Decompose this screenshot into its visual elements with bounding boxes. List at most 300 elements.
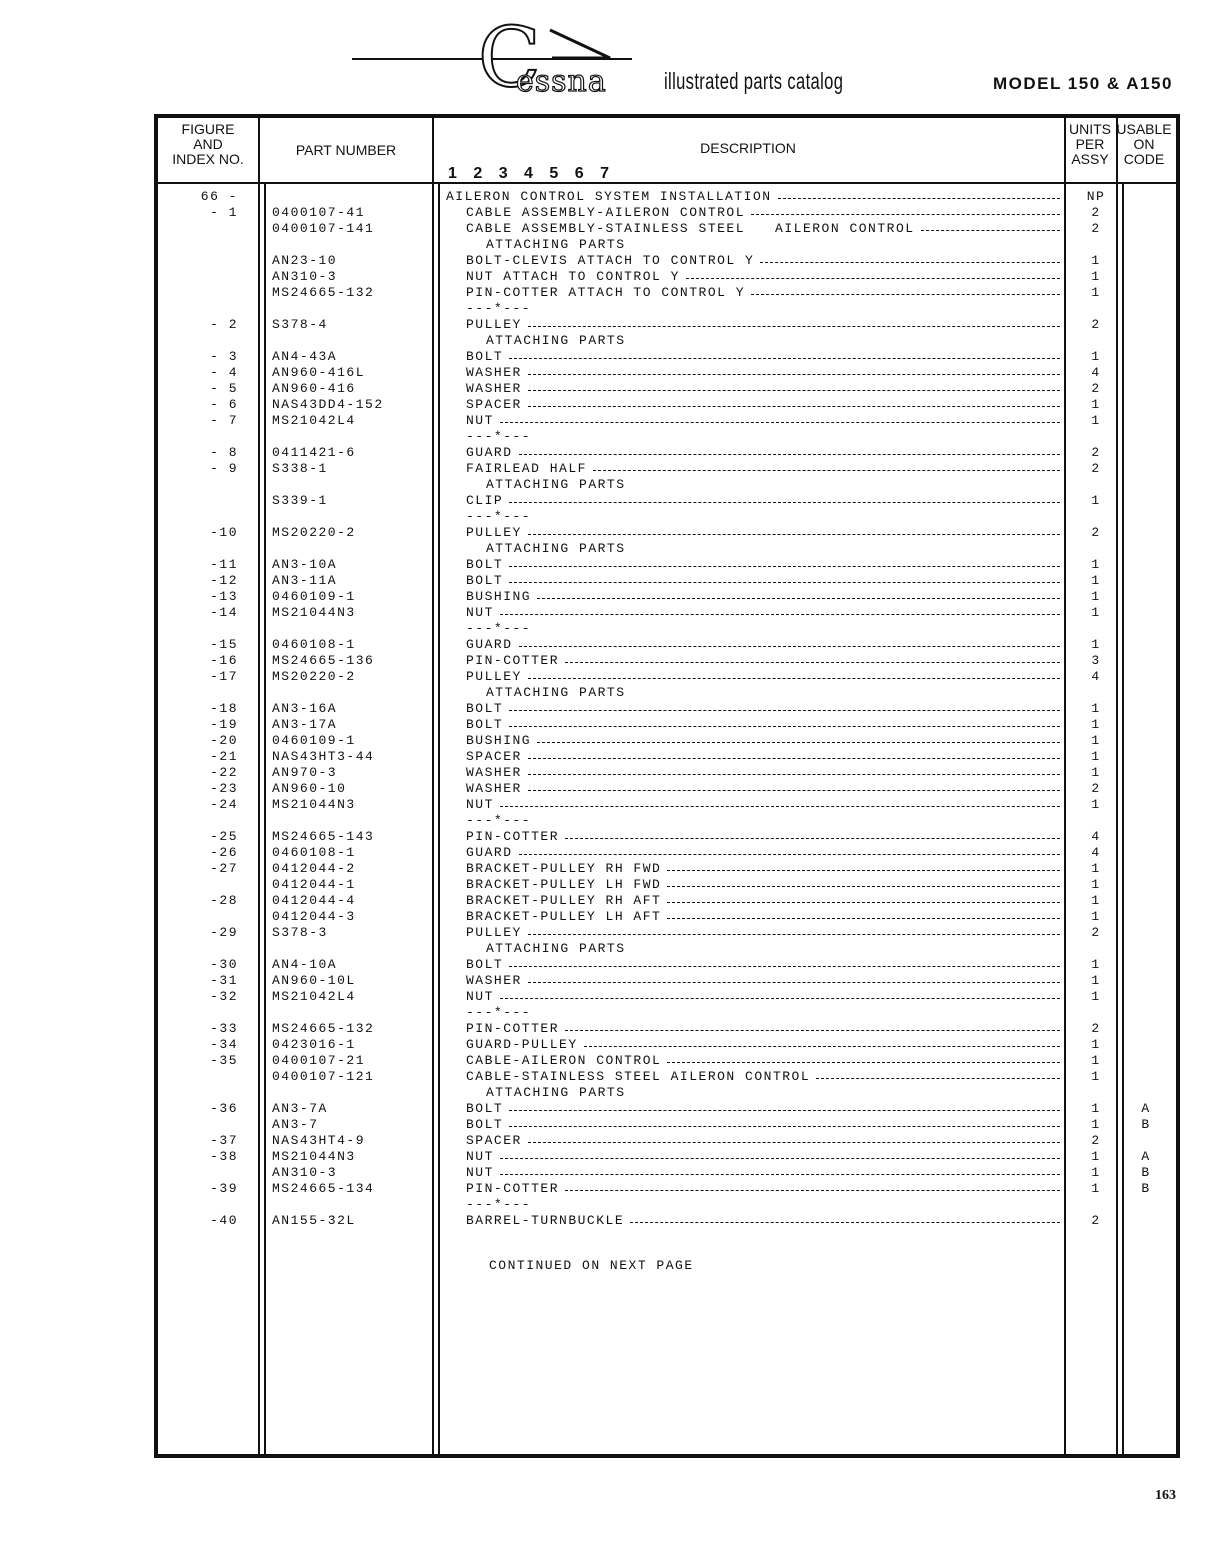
usable-code: A [1141,1149,1151,1164]
index-number: -20 [210,733,238,748]
table-row [0,1117,1212,1133]
leader-dashes [528,317,1060,327]
units-per-assy: 1 [1091,909,1101,924]
description-text: GUARD [466,845,513,860]
description [466,909,1060,925]
table-row [0,237,1212,253]
description [466,429,1060,445]
units-per-assy: 1 [1091,573,1101,588]
description-text: PULLEY [466,317,522,332]
leader-dashes [500,989,1060,999]
units-per-assy: 2 [1091,1213,1101,1228]
description [466,1037,1060,1053]
units-per-assy: 1 [1091,557,1101,572]
part-number: 0423016-1 [272,1037,356,1052]
description [466,365,1060,381]
table-row [0,573,1212,589]
description [486,1085,1060,1101]
part-number: MS24665-136 [272,653,375,668]
leader-dashes [751,205,1060,215]
leader-dashes [537,589,1060,599]
leader-dashes [565,653,1060,663]
leader-dashes [528,925,1060,935]
part-number: 0460108-1 [272,637,356,652]
table-row [0,269,1212,285]
part-number: AN3-16A [272,701,338,716]
units-per-assy: 1 [1091,413,1101,428]
index-number: -36 [210,1101,238,1116]
table-row [0,781,1212,797]
description-text: ATTACHING PARTS [486,237,626,252]
header-units: UNITS PER ASSY [1069,121,1111,167]
description [466,973,1060,989]
units-per-assy: 1 [1091,253,1101,268]
part-number: AN4-10A [272,957,338,972]
description-text: BOLT-CLEVIS ATTACH TO CONTROL Y [466,253,755,268]
description-text: ATTACHING PARTS [486,541,626,556]
table-row [0,509,1212,525]
description [466,1005,1060,1021]
index-number: -27 [210,861,238,876]
units-per-assy: 1 [1091,733,1101,748]
leader-dashes [500,413,1060,423]
units-per-assy: 2 [1091,221,1101,236]
index-number: -28 [210,893,238,908]
model-title: MODEL 150 & A150 [993,74,1173,93]
part-number: 0460108-1 [272,845,356,860]
table-row [0,1165,1212,1181]
table-row [0,733,1212,749]
description [466,573,1060,589]
table-row [0,253,1212,269]
leader-dashes [760,253,1060,263]
table-row [0,477,1212,493]
index-number: -24 [210,797,238,812]
units-per-assy: 1 [1091,797,1101,812]
part-number: 0400107-41 [272,205,366,220]
table-row [0,189,1212,205]
table-row [0,637,1212,653]
units-per-assy: 1 [1091,749,1101,764]
table-row [0,541,1212,557]
indent-digits: 1 2 3 4 5 6 7 [448,165,615,182]
part-number: 0412044-4 [272,893,356,908]
table-row [0,845,1212,861]
leader-dashes [686,269,1060,279]
leader-dashes [667,1053,1060,1063]
description [466,413,1060,429]
index-number: -15 [210,637,238,652]
leader-dashes [537,733,1060,743]
description [466,1021,1060,1037]
leader-dashes [519,445,1060,455]
units-per-assy: 1 [1091,605,1101,620]
units-per-assy: 1 [1091,637,1101,652]
leader-dashes [667,877,1060,887]
description [466,1197,1060,1213]
description [466,1133,1060,1149]
units-per-assy: 1 [1091,1053,1101,1068]
part-number: 0412044-2 [272,861,356,876]
table-row [0,557,1212,573]
part-number: NAS43HT4-9 [272,1133,366,1148]
index-number: - 9 [210,461,238,476]
description-text: NUT [466,605,494,620]
leader-dashes [667,861,1060,871]
part-number: AN960-416 [272,381,356,396]
header-description: DESCRIPTION [700,140,796,156]
units-per-assy: 1 [1091,589,1101,604]
part-number: AN3-7A [272,1101,328,1116]
part-number: AN3-17A [272,717,338,732]
table-row [0,941,1212,957]
table-row [0,1149,1212,1165]
description [466,669,1060,685]
part-number: MS21042L4 [272,989,356,1004]
brand-initial: C [478,11,541,106]
description-text: GUARD-PULLEY [466,1037,578,1052]
description-text: BOLT [466,557,504,572]
description [466,525,1060,541]
part-number: 0460109-1 [272,733,356,748]
units-per-assy: 1 [1091,269,1101,284]
description-text: NUT ATTACH TO CONTROL Y [466,269,680,284]
index-number: -19 [210,717,238,732]
index-number: -16 [210,653,238,668]
leader-dashes [584,1037,1060,1047]
units-per-assy: 1 [1091,717,1101,732]
description-text: BOLT [466,701,504,716]
leader-dashes [528,669,1060,679]
description [466,653,1060,669]
description-text: WASHER [466,781,522,796]
leader-dashes [528,525,1060,535]
table-row [0,381,1212,397]
units-per-assy: 2 [1091,461,1101,476]
table-row [0,301,1212,317]
description-text: WASHER [466,381,522,396]
leader-dashes [509,557,1060,567]
table-row [0,813,1212,829]
leader-dashes [509,957,1060,967]
leader-dashes [630,1213,1060,1223]
description-text: ---*--- [466,509,532,524]
continued-note: CONTINUED ON NEXT PAGE [489,1258,694,1273]
description [466,893,1060,909]
part-number: AN960-10L [272,973,356,988]
table-row [0,397,1212,413]
description [466,1149,1060,1165]
index-number: - 4 [210,365,238,380]
description [466,301,1060,317]
table-row [0,797,1212,813]
description [466,557,1060,573]
description-text: BRACKET-PULLEY RH AFT [466,893,662,908]
units-per-assy: 1 [1091,701,1101,716]
units-per-assy: 2 [1091,445,1101,460]
leader-dashes [509,349,1060,359]
description [466,317,1060,333]
units-per-assy: 1 [1091,1165,1101,1180]
description-extra: AILERON CONTROL [775,221,915,236]
leader-dashes [667,909,1060,919]
description-text: PULLEY [466,925,522,940]
description [466,829,1060,845]
description-text: CABLE ASSEMBLY-AILERON CONTROL [466,205,746,220]
units-per-assy: 2 [1091,925,1101,940]
description [486,685,1060,701]
description-text: SPACER [466,397,522,412]
part-number: AN310-3 [272,1165,338,1180]
leader-dashes [509,1101,1060,1111]
table-row [0,205,1212,221]
header-part-number: PART NUMBER [295,142,397,158]
description [466,749,1060,765]
table-row [0,589,1212,605]
part-number: AN960-416L [272,365,366,380]
table-row [0,717,1212,733]
part-number: AN155-32L [272,1213,356,1228]
part-number: AN3-10A [272,557,338,572]
leader-dashes [500,605,1060,615]
description [466,765,1060,781]
units-per-assy: 3 [1091,653,1101,668]
units-per-assy: 4 [1091,829,1101,844]
units-per-assy: 4 [1091,365,1101,380]
part-number: MS24665-134 [272,1181,375,1196]
leader-dashes [500,1149,1060,1159]
description [486,541,1060,557]
leader-dashes [528,365,1060,375]
index-number: - 3 [210,349,238,364]
description-text: FAIRLEAD HALF [466,461,587,476]
table-row [0,861,1212,877]
leader-dashes [528,1133,1060,1143]
table-row [0,989,1212,1005]
description [466,989,1060,1005]
description-text: BUSHING [466,733,532,748]
units-per-assy: 2 [1091,317,1101,332]
part-number: S378-3 [272,925,328,940]
table-row [0,461,1212,477]
index-number: -22 [210,765,238,780]
description-text: PULLEY [466,525,522,540]
table-row [0,973,1212,989]
description-text: BRACKET-PULLEY LH FWD [466,877,662,892]
description [466,445,1060,461]
description-text: ---*--- [466,621,532,636]
table-row [0,349,1212,365]
table-row [0,957,1212,973]
description [466,605,1060,621]
leader-dashes [667,893,1060,903]
index-number: -29 [210,925,238,940]
description [466,957,1060,973]
table-row [0,1181,1212,1197]
part-number: 0400107-21 [272,1053,366,1068]
description [486,237,1060,253]
description [466,205,1060,221]
index-number: -30 [210,957,238,972]
logo-swoosh-icon [548,28,638,64]
description-text: WASHER [466,365,522,380]
leader-dashes [509,573,1060,583]
leader-dashes [565,1181,1060,1191]
units-per-assy: 1 [1091,973,1101,988]
index-number: -14 [210,605,238,620]
part-number: S378-4 [272,317,328,332]
table-row [0,413,1212,429]
index-number: -10 [210,525,238,540]
table-row [0,1101,1212,1117]
index-number: -40 [210,1213,238,1228]
part-number: 0460109-1 [272,589,356,604]
units-per-assy: 2 [1091,525,1101,540]
index-number: -25 [210,829,238,844]
table-row [0,333,1212,349]
description-text: SPACER [466,1133,522,1148]
description [466,589,1060,605]
description-text: BOLT [466,1117,504,1132]
description [486,941,1060,957]
table-row [0,1133,1212,1149]
index-number: -39 [210,1181,238,1196]
description-text: BOLT [466,717,504,732]
description-text: ATTACHING PARTS [486,477,626,492]
units-per-assy: 1 [1091,861,1101,876]
description-text: NUT [466,797,494,812]
index-number: -26 [210,845,238,860]
units-per-assy: 4 [1091,845,1101,860]
description-text: ---*--- [466,429,532,444]
units-per-assy: 2 [1091,381,1101,396]
table-row [0,365,1212,381]
units-per-assy: 1 [1091,1069,1101,1084]
table-row [0,1197,1212,1213]
table-row [0,605,1212,621]
description [466,1165,1060,1181]
part-number: AN960-10 [272,781,347,796]
index-number: - 6 [210,397,238,412]
index-number: -37 [210,1133,238,1148]
leader-dashes [528,765,1060,775]
units-per-assy: 1 [1091,893,1101,908]
leader-dashes [565,829,1060,839]
part-number: AN3-7 [272,1117,319,1132]
units-per-assy: 4 [1091,669,1101,684]
description-text: ATTACHING PARTS [486,941,626,956]
description-text: ---*--- [466,813,532,828]
page-number: 163 [1155,1488,1176,1503]
leader-dashes [778,189,1060,199]
description [466,253,1060,269]
part-number: MS21044N3 [272,797,356,812]
part-number: MS20220-2 [272,525,356,540]
description [466,637,1060,653]
description [466,861,1060,877]
table-row [0,685,1212,701]
units-per-assy: 2 [1091,1133,1101,1148]
leader-dashes [528,749,1060,759]
description [466,349,1060,365]
description [466,461,1060,477]
units-per-assy: 1 [1091,493,1101,508]
leader-dashes [593,461,1060,471]
leader-dashes [519,637,1060,647]
part-number: 0412044-1 [272,877,356,892]
description-text: BOLT [466,1101,504,1116]
index-number: -11 [210,557,238,572]
part-number: AN3-11A [272,573,338,588]
description [466,1181,1060,1197]
header-usable: USABLE ON CODE [1116,121,1172,167]
description-text: ATTACHING PARTS [486,1085,626,1100]
description [466,509,1060,525]
table-row [0,877,1212,893]
brand-wordmark: essna [516,64,607,99]
part-number: MS21042L4 [272,413,356,428]
description [466,813,1060,829]
description-text: GUARD [466,637,513,652]
header-figure: FIGURE AND INDEX NO. [172,121,244,167]
part-number: AN23-10 [272,253,338,268]
table-row [0,909,1212,925]
description-text: NUT [466,1149,494,1164]
units-per-assy: 1 [1091,1101,1101,1116]
units-per-assy: 1 [1091,397,1101,412]
units-per-assy: 2 [1091,781,1101,796]
table-row [0,221,1212,237]
index-number: -31 [210,973,238,988]
part-number: NAS43HT3-44 [272,749,375,764]
part-number: MS21044N3 [272,605,356,620]
units-per-assy: 1 [1091,1181,1101,1196]
index-number: -17 [210,669,238,684]
description-text: BRACKET-PULLEY RH FWD [466,861,662,876]
table-row [0,893,1212,909]
description-text: NUT [466,1165,494,1180]
units-per-assy: 1 [1091,1037,1101,1052]
units-per-assy: 2 [1091,1021,1101,1036]
description [466,381,1060,397]
part-number: MS24665-143 [272,829,375,844]
description [466,621,1060,637]
table-row [0,701,1212,717]
units-per-assy: 1 [1091,877,1101,892]
description [466,1117,1060,1133]
description-text: PIN-COTTER ATTACH TO CONTROL Y [466,285,746,300]
index-number: -21 [210,749,238,764]
description [466,493,1060,509]
table-row [0,1021,1212,1037]
description [466,925,1060,941]
description-text: BRACKET-PULLEY LH AFT [466,909,662,924]
description [466,1213,1060,1229]
index-number: 66 - [200,189,238,204]
description [466,1101,1060,1117]
units-per-assy: 1 [1091,349,1101,364]
catalog-title: illustrated parts catalog [664,68,844,94]
leader-dashes [921,221,1060,231]
index-number: - 2 [210,317,238,332]
description-text: BOLT [466,573,504,588]
leader-dashes [528,381,1060,391]
leader-dashes [509,1117,1060,1127]
table-row [0,653,1212,669]
index-number: -18 [210,701,238,716]
table-row [0,285,1212,301]
table-row [0,1037,1212,1053]
